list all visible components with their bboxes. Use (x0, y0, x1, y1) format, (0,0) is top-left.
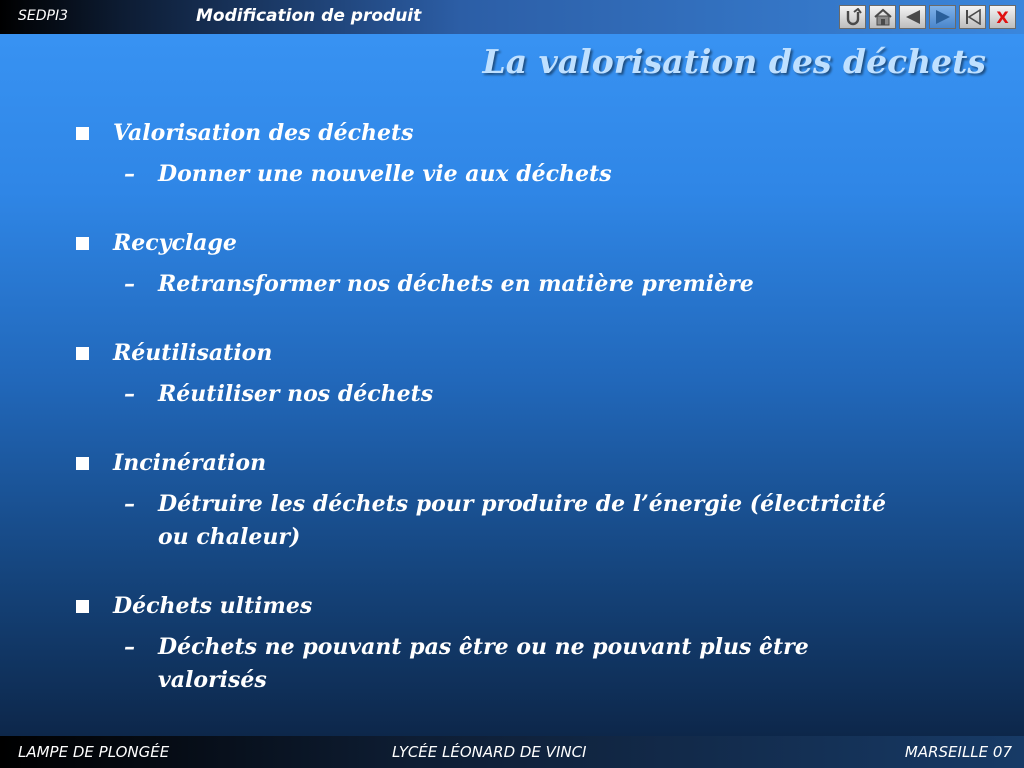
list-item (76, 447, 976, 554)
footer-school: LYCÉE LÉONARD DE VINCI (392, 743, 587, 761)
dash-bullet: – (124, 271, 135, 297)
list-item (76, 117, 976, 191)
list-item (76, 227, 976, 301)
previous-button[interactable] (899, 5, 926, 29)
return-icon (844, 8, 862, 26)
next-button[interactable] (929, 5, 956, 29)
square-bullet-icon (76, 127, 89, 140)
item-description: Réutiliser nos déchets (158, 381, 434, 407)
bullet-list (76, 117, 976, 697)
square-bullet-icon (76, 347, 89, 360)
previous-arrow-icon (904, 9, 922, 25)
dash-bullet: – (124, 381, 135, 407)
item-label: Réutilisation (113, 340, 273, 366)
list-item (76, 337, 976, 411)
home-icon (873, 8, 893, 26)
return-button[interactable] (839, 5, 866, 29)
close-button[interactable] (989, 5, 1016, 29)
footer-project: LAMPE DE PLONGÉE (18, 743, 170, 761)
item-label: Incinération (113, 450, 267, 476)
next-arrow-icon (934, 9, 952, 25)
item-description: Retransformer nos déchets en matière première (158, 271, 754, 297)
square-bullet-icon (76, 600, 89, 613)
footer-bar (0, 736, 1024, 768)
home-button[interactable] (869, 5, 896, 29)
item-label: Valorisation des déchets (113, 120, 414, 146)
course-label: SEDPI3 (18, 8, 68, 24)
close-icon: X (996, 7, 1009, 27)
item-label: Recyclage (113, 230, 237, 256)
square-bullet-icon (76, 237, 89, 250)
item-description: Donner une nouvelle vie aux déchets (158, 161, 612, 187)
top-bar (0, 0, 1024, 34)
first-slide-button[interactable] (959, 5, 986, 29)
first-slide-icon (964, 9, 982, 25)
item-description: Détruire les déchets pour produire de l’énergie (électricité ou chaleur) (158, 491, 886, 550)
slide-title: La valorisation des déchets (482, 42, 986, 81)
dash-bullet: – (124, 161, 135, 187)
square-bullet-icon (76, 457, 89, 470)
header-title: Modification de produit (196, 6, 422, 26)
list-item (76, 590, 976, 697)
item-description: Déchets ne pouvant pas être ou ne pouvant plus être valorisés (158, 634, 809, 693)
navigation-buttons (839, 5, 1016, 29)
item-label: Déchets ultimes (113, 593, 313, 619)
dash-bullet: – (124, 491, 135, 517)
dash-bullet: – (124, 634, 135, 660)
footer-city: MARSEILLE 07 (904, 743, 1012, 761)
